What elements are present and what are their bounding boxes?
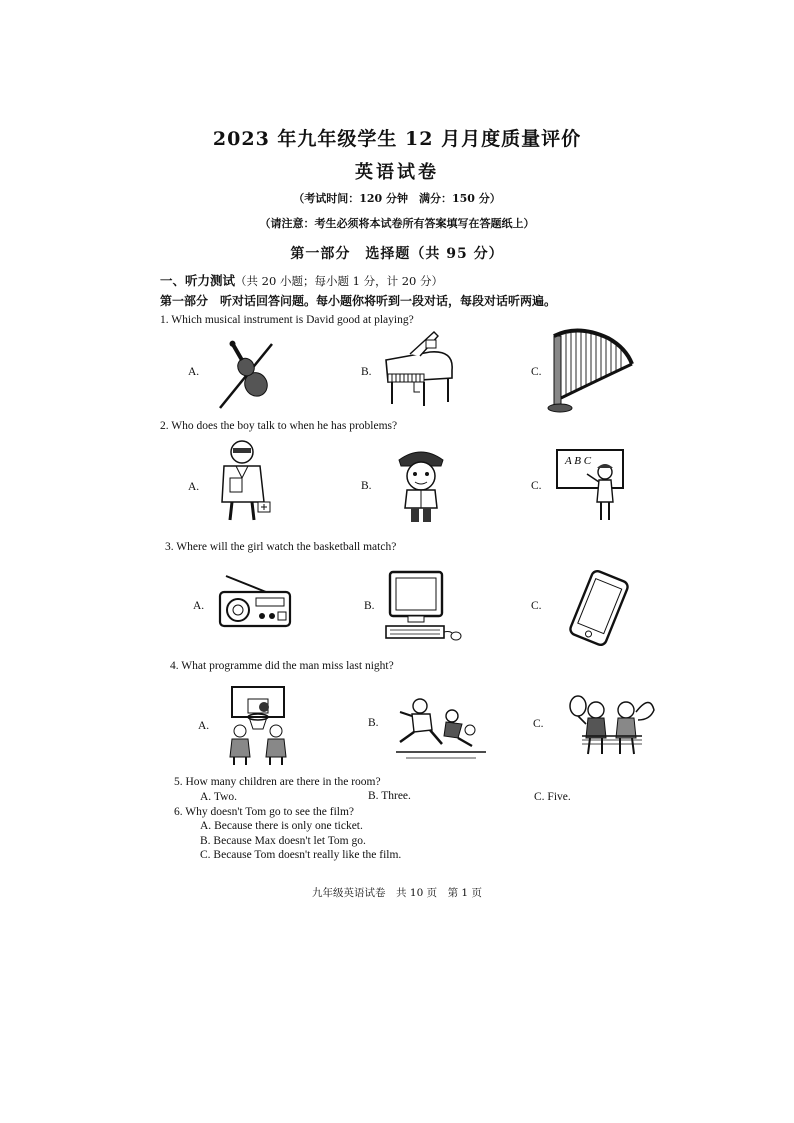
exam-subtitle: 英语试卷 xyxy=(355,162,439,183)
question-text: Where will the girl watch the basketball match? xyxy=(176,541,397,553)
option-text: Because there is only one ticket. xyxy=(214,820,363,832)
option-label: C. xyxy=(533,718,544,730)
section-title xyxy=(160,271,443,289)
option-text: Because Max doesn't let Tom go. xyxy=(213,835,366,847)
question-text: Which musical instrument is David good at playing? xyxy=(171,314,414,326)
violin-icon xyxy=(212,334,282,414)
option-text: Three. xyxy=(381,790,411,802)
option-text: Two. xyxy=(213,791,238,803)
option-label: B. xyxy=(200,835,211,847)
option-label: C. xyxy=(531,366,542,378)
exam-notice: （请注意：考生必须将本试卷所有答案填写在答题纸上） xyxy=(259,217,535,230)
option-text: Five. xyxy=(547,791,571,803)
phone-icon xyxy=(566,572,632,644)
exam-info: （考试时间：120 分钟 满分：150 分） xyxy=(293,192,501,205)
question-number: 6. xyxy=(174,806,183,818)
option-label: A. xyxy=(200,820,212,832)
option-label: C. xyxy=(531,480,542,492)
question-text: Who does the boy talk to when he has problems? xyxy=(171,420,398,432)
board-text: A B C xyxy=(565,455,592,467)
tennis-icon xyxy=(566,692,658,758)
page-footer: 九年级英语试卷 共 10 页 第 1 页 xyxy=(312,887,482,899)
option-label: C. xyxy=(200,849,211,861)
option-label: A. xyxy=(200,791,212,803)
question-1 xyxy=(160,314,414,326)
section-detail: （共 20 小题；每小题 1 分，计 20 分） xyxy=(235,274,444,288)
option-label: B. xyxy=(368,717,379,729)
question-text: Why doesn't Tom go to see the film? xyxy=(185,806,355,818)
option-label: C. xyxy=(531,600,542,612)
option-b xyxy=(368,790,411,802)
question-number: 4. xyxy=(170,660,179,672)
option-c xyxy=(534,791,571,803)
part-title: 第一部分 选择题（共 95 分） xyxy=(290,246,504,262)
question-6 xyxy=(174,806,354,818)
option-a xyxy=(200,820,363,832)
question-3 xyxy=(165,541,396,553)
exam-title: 2023 年九年级学生 12 月月度质量评价 xyxy=(212,128,582,150)
question-4 xyxy=(170,660,394,672)
doctor-icon xyxy=(214,438,274,524)
question-text: How many children are there in the room? xyxy=(185,776,381,788)
option-label: B. xyxy=(368,790,379,802)
option-a xyxy=(200,791,237,803)
question-number: 5. xyxy=(174,776,183,788)
piano-icon xyxy=(380,330,460,410)
option-label: A. xyxy=(198,720,210,732)
option-label: B. xyxy=(364,600,375,612)
option-text: Because Tom doesn't really like the film. xyxy=(213,849,402,861)
section-name: 一、听力测试 xyxy=(160,273,236,288)
football-icon xyxy=(396,694,488,764)
option-label: C. xyxy=(534,791,545,803)
basketball-icon xyxy=(222,685,298,767)
teacher-icon xyxy=(555,448,627,524)
harp-icon xyxy=(548,328,638,413)
question-number: 1. xyxy=(160,314,169,326)
option-label: A. xyxy=(188,366,200,378)
question-number: 2. xyxy=(160,420,169,432)
computer-icon xyxy=(386,570,466,642)
question-5 xyxy=(174,776,381,788)
question-2 xyxy=(160,420,397,432)
option-label: A. xyxy=(193,600,205,612)
option-b xyxy=(200,835,366,847)
option-label: A. xyxy=(188,481,200,493)
question-number: 3. xyxy=(165,541,174,553)
option-label: B. xyxy=(361,366,372,378)
option-label: B. xyxy=(361,480,372,492)
radio-icon xyxy=(216,574,294,630)
question-text: What programme did the man miss last night? xyxy=(181,660,394,672)
policeman-icon xyxy=(393,446,449,526)
section-instruction: 第一部分 听对话回答问题。每小题你将听到一段对话，每段对话听两遍。 xyxy=(160,294,557,308)
option-c xyxy=(200,849,401,861)
